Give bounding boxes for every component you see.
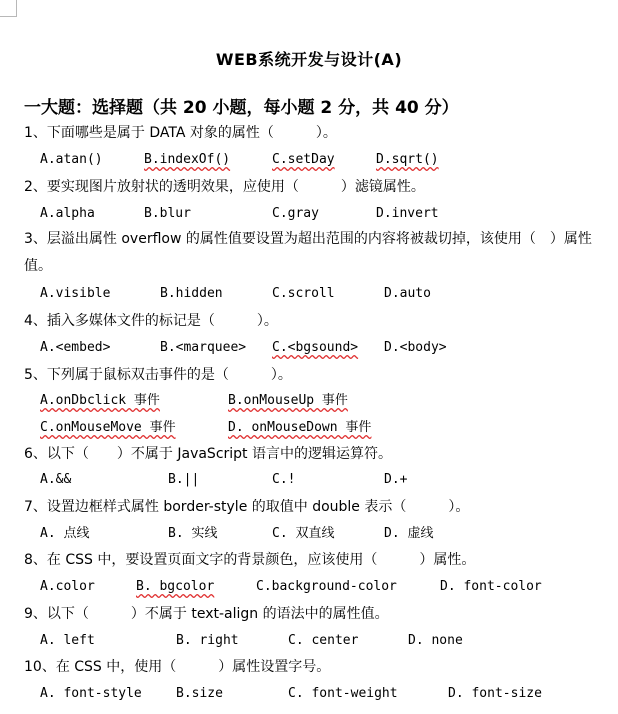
q1-option-d: D.sqrt()	[376, 152, 439, 167]
document-title: WEB系统开发与设计(A)	[215, 50, 403, 69]
q2-option-d: D.invert	[376, 206, 439, 221]
q5-option-c: C.onMouseMove 事件	[40, 420, 176, 435]
q7-option-b: B. 实线	[168, 526, 218, 541]
q6-option-c: C.!	[272, 472, 296, 487]
q3-option-a: A.visible	[40, 286, 111, 301]
q7-option-c: C. 双直线	[272, 526, 335, 541]
question-9-stem: 9、以下（ ）不属于 text-align 的语法中的属性值。	[24, 606, 389, 622]
q7-option-d: D. 虚线	[384, 526, 434, 541]
question-1-stem: 1、下面哪些是属于 DATA 对象的属性（ ）。	[24, 125, 337, 141]
q2-option-a: A.alpha	[40, 206, 95, 221]
q3-option-b: B.hidden	[160, 286, 223, 301]
q5-option-d: D. onMouseDown 事件	[228, 420, 372, 435]
question-7-stem: 7、设置边框样式属性 border-style 的取值中 double 表示（ ）。	[24, 499, 470, 515]
q8-option-c: C.background-color	[256, 579, 397, 594]
question-3-stem: 3、层溢出属性 overflow 的属性值要设置为超出范围的内容将被裁切掉，该使用（ ）属性值。	[24, 231, 592, 274]
q1-option-a: A.atan()	[40, 152, 103, 167]
question-5-stem: 5、下列属于鼠标双击事件的是（ ）。	[24, 367, 292, 383]
question-4-stem: 4、插入多媒体文件的标记是（ ）。	[24, 313, 278, 329]
q2-option-c: C.gray	[272, 206, 319, 221]
q10-option-b: B.size	[176, 686, 223, 701]
q5-option-a: A.onDbclick 事件	[40, 393, 160, 408]
question-8-stem: 8、在 CSS 中，要设置页面文字的背景颜色，应该使用（ ）属性。	[24, 552, 476, 568]
question-10-stem: 10、在 CSS 中，使用（ ）属性设置字号。	[24, 659, 331, 675]
q3-option-c: C.scroll	[272, 286, 335, 301]
q4-option-d: D.<body>	[384, 340, 447, 355]
q7-option-a: A. 点线	[40, 526, 90, 541]
q4-option-a: A.<embed>	[40, 340, 111, 355]
q10-option-a: A. font-style	[40, 686, 142, 701]
q9-option-c: C. center	[288, 633, 359, 648]
question-6-stem: 6、以下（ ）不属于 JavaScript 语言中的逻辑运算符。	[24, 446, 392, 462]
q9-option-a: A. left	[40, 633, 95, 648]
q6-option-a: A.&&	[40, 472, 72, 487]
q8-option-d: D. font-color	[440, 579, 542, 594]
question-2-stem: 2、要实现图片放射状的透明效果，应使用（ ）滤镜属性。	[24, 179, 425, 195]
q10-option-d: D. font-size	[448, 686, 542, 701]
q5-option-b: B.onMouseUp 事件	[228, 393, 348, 408]
q2-option-b: B.blur	[144, 206, 191, 221]
q9-option-b: B. right	[176, 633, 239, 648]
q1-option-c: C.setDay	[272, 152, 335, 167]
q3-option-d: D.auto	[384, 286, 431, 301]
q8-option-a: A.color	[40, 579, 95, 594]
q1-option-b: B.indexOf()	[144, 152, 231, 167]
q4-option-b: B.<marquee>	[160, 340, 247, 355]
q4-option-c: C.<bgsound>	[272, 340, 359, 355]
q6-option-d: D.+	[384, 472, 408, 487]
q6-option-b: B.||	[168, 472, 200, 487]
section-heading: 一大题：选择题（共 20 小题，每小题 2 分，共 40 分）	[24, 98, 459, 118]
page-corner-mark	[0, 0, 17, 17]
q9-option-d: D. none	[408, 633, 463, 648]
q10-option-c: C. font-weight	[288, 686, 398, 701]
q8-option-b: B. bgcolor	[136, 579, 215, 594]
